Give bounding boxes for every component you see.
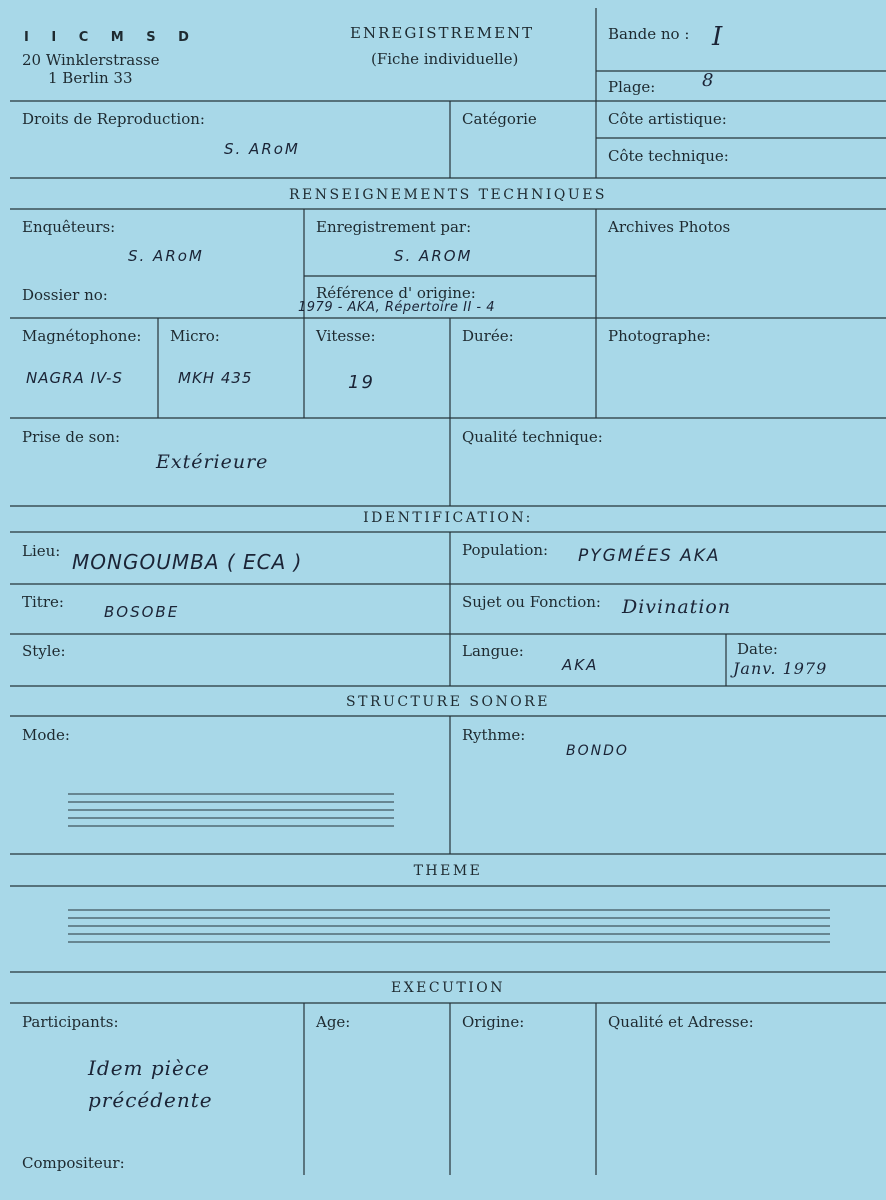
sujet-label: Sujet ou Fonction: — [462, 593, 601, 611]
categorie-label: Catégorie — [462, 110, 537, 128]
titre-label: Titre: — [22, 593, 64, 611]
rythme-value: BONDO — [566, 743, 629, 759]
rythme-label: Rythme: — [462, 726, 526, 744]
cote-technique-label: Côte technique: — [608, 147, 729, 165]
bande-value: I — [712, 22, 724, 52]
participants-label: Participants: — [22, 1013, 119, 1031]
mode-label: Mode: — [22, 726, 70, 744]
duree-label: Durée: — [462, 327, 514, 345]
droits-value: S. ARoM — [224, 140, 300, 158]
enqueteurs-label: Enquêteurs: — [22, 218, 116, 236]
micro-value: MKH 435 — [178, 369, 253, 387]
qualite-adresse-label: Qualité et Adresse: — [608, 1013, 754, 1031]
magnetophone-label: Magnétophone: — [22, 327, 142, 345]
execution-section-title: EXECUTION — [390, 980, 505, 996]
langue-value: AKA — [562, 656, 599, 674]
enqueteurs-value: S. ARoM — [128, 247, 204, 265]
style-label: Style: — [22, 642, 66, 660]
droits-label: Droits de Reproduction: — [22, 110, 205, 128]
enregistrement-par-label: Enregistrement par: — [316, 218, 472, 236]
compositeur-label: Compositeur: — [22, 1154, 125, 1172]
reference-label: Référence d' origine: — [316, 284, 476, 302]
org-street: 20 Winklerstrasse — [22, 51, 160, 69]
micro-label: Micro: — [170, 327, 220, 345]
structure-section-title: STRUCTURE SONORE — [346, 694, 550, 710]
enregistrement-par-value: S. AROM — [394, 247, 473, 265]
lieu-label: Lieu: — [22, 542, 61, 560]
form-subtitle: (Fiche individuelle) — [371, 50, 519, 68]
dossier-label: Dossier no: — [22, 286, 108, 304]
vitesse-label: Vitesse: — [316, 327, 376, 345]
participants-value-line2: précédente — [88, 1088, 213, 1112]
prise-de-son-value: Extérieure — [156, 451, 269, 473]
photographe-label: Photographe: — [608, 327, 711, 345]
date-label: Date: — [737, 640, 778, 658]
vitesse-value: 19 — [348, 372, 375, 393]
population-label: Population: — [462, 541, 549, 559]
org-city: 1 Berlin 33 — [48, 69, 133, 87]
sujet-value: Divination — [622, 596, 732, 618]
prise-de-son-label: Prise de son: — [22, 428, 121, 446]
form-title: ENREGISTREMENT — [350, 24, 535, 42]
identification-section-title: IDENTIFICATION: — [363, 510, 533, 526]
theme-section-title: THEME — [413, 863, 483, 879]
langue-label: Langue: — [462, 642, 524, 660]
plage-value: 8 — [702, 70, 715, 91]
magnetophone-value: NAGRA IV-S — [26, 369, 123, 387]
participants-value-line1: Idem pièce — [88, 1056, 210, 1080]
lieu-value: MONGOUMBA ( ECA ) — [72, 550, 303, 574]
technical-section-title: RENSEIGNEMENTS TECHNIQUES — [288, 187, 608, 203]
qualite-technique-label: Qualité technique: — [462, 428, 603, 446]
cote-artistique-label: Côte artistique: — [608, 110, 727, 128]
reference-value: 1979 - AKA, Répertoire II - 4 — [298, 300, 496, 315]
org-name: I I C M S D — [24, 30, 198, 45]
age-label: Age: — [316, 1013, 351, 1031]
origine-label: Origine: — [462, 1013, 525, 1031]
date-value: Janv. 1979 — [733, 659, 828, 678]
population-value: PYGMÉES AKA — [578, 546, 721, 566]
archives-photos-label: Archives Photos — [608, 218, 731, 236]
titre-value: BOSOBE — [104, 603, 180, 621]
plage-label: Plage: — [608, 78, 656, 96]
bande-label: Bande no : — [608, 25, 690, 43]
